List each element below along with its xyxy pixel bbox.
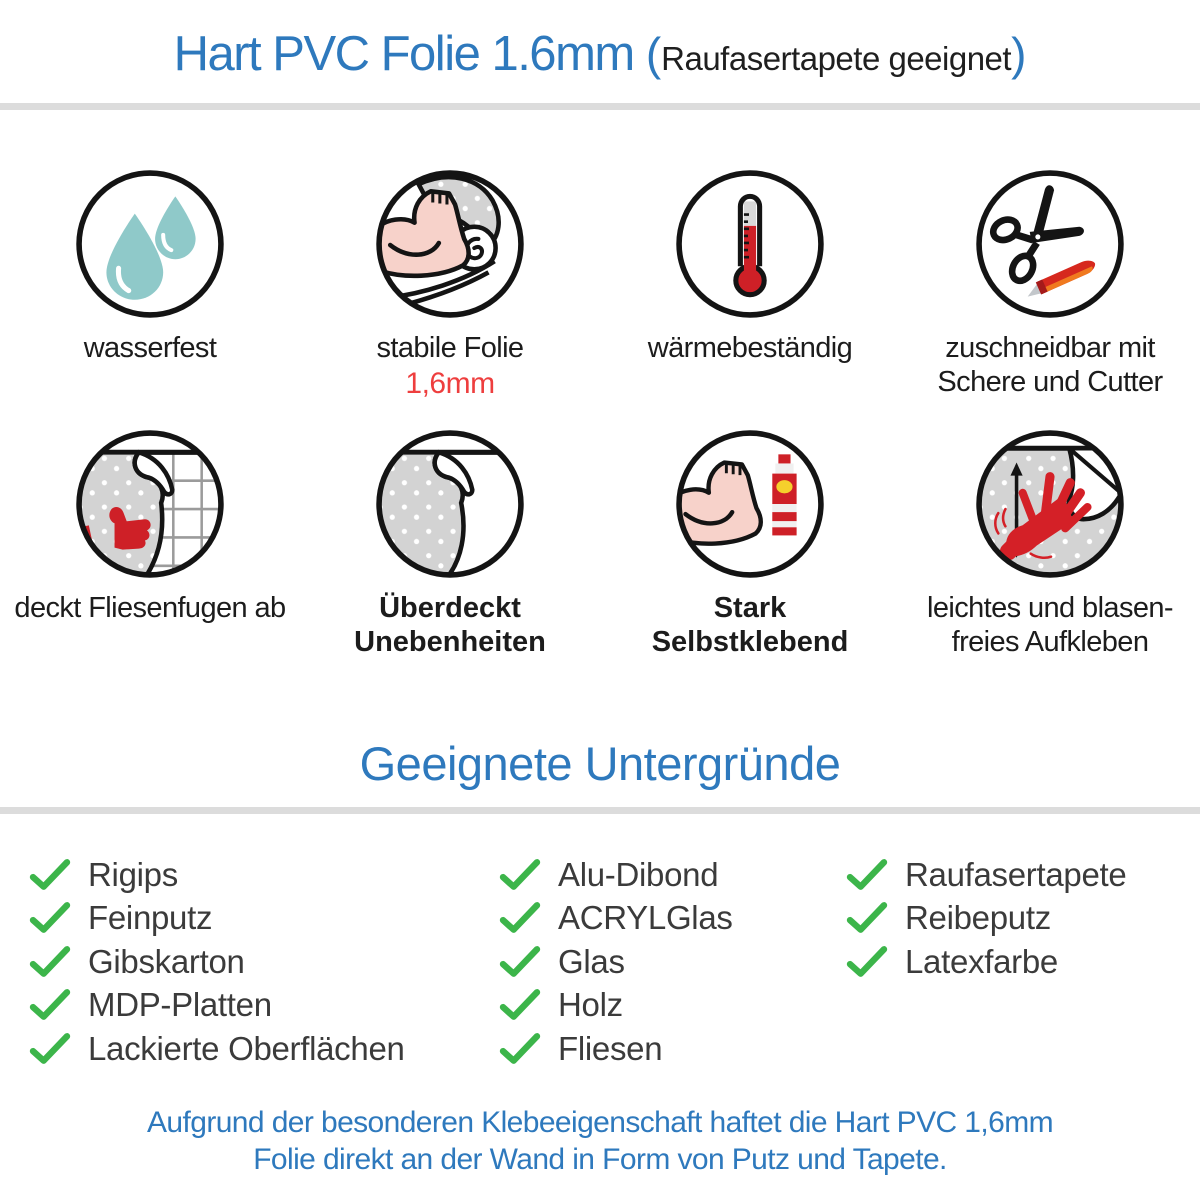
muscle-glue-tube-icon <box>600 428 900 580</box>
strong-foil-roll-icon <box>300 168 600 320</box>
feature-label: zuschneidbar mit Schere und Cutter <box>937 332 1163 398</box>
feature-label: wärmebeständig <box>647 332 853 364</box>
list-item-label: Alu-Dibond <box>558 855 719 893</box>
check-icon <box>498 901 542 935</box>
feature-label: leichtes und blasen- freies Aufkleben <box>927 592 1173 658</box>
footer-line-1: Aufgrund der besonderen Klebeeigenschaft haftet die Hart PVC 1,6mm <box>147 1106 1053 1139</box>
subsurface-column-2 <box>498 853 733 1071</box>
check-icon <box>498 1032 542 1066</box>
list-item-label: Latexfarbe <box>905 942 1058 980</box>
footer-line-2: Folie direkt an der Wand in Form von Putz und Tapete. <box>253 1143 947 1176</box>
divider-middle <box>0 807 1200 814</box>
list-item <box>28 940 405 984</box>
list-item-label: Rigips <box>88 855 178 893</box>
list-item-label: MDP-Platten <box>88 986 272 1024</box>
check-icon <box>845 901 889 935</box>
list-item-label: Reibeputz <box>905 899 1051 937</box>
subsurface-column-3 <box>845 853 1126 984</box>
list-item <box>28 853 405 897</box>
feature-stabile-folie <box>300 168 600 403</box>
list-item <box>28 1027 405 1071</box>
tile-joints-thumb-icon <box>0 428 300 580</box>
check-icon <box>498 988 542 1022</box>
list-item-label: Raufasertapete <box>905 855 1127 893</box>
feature-unebenheiten <box>300 428 600 659</box>
water-drops-icon <box>0 168 300 320</box>
list-item-label: Gibskarton <box>88 942 245 980</box>
title-paren-close: ) <box>1011 28 1027 80</box>
feature-label: wasserfest <box>83 332 217 364</box>
check-icon <box>28 858 72 892</box>
check-icon <box>498 858 542 892</box>
list-item <box>845 940 1126 984</box>
check-icon <box>28 1032 72 1066</box>
title-subtext: Raufasertapete geeignet <box>661 40 1012 77</box>
feature-wasserfest <box>0 168 300 365</box>
feature-label: Stark Selbstklebend <box>651 592 849 658</box>
scissors-cutter-icon <box>900 168 1200 320</box>
list-item <box>498 853 733 897</box>
thermometer-icon <box>600 168 900 320</box>
list-item <box>498 940 733 984</box>
title-paren-open: ( <box>645 28 662 80</box>
check-icon <box>845 858 889 892</box>
check-icon <box>28 901 72 935</box>
section-heading: Geeignete Untergründe <box>359 737 841 790</box>
thickness-highlight: 1,6mm <box>405 367 495 400</box>
subsurface-column-1 <box>28 853 405 1071</box>
title-main: Hart PVC Folie 1.6mm <box>173 27 646 81</box>
list-item <box>28 984 405 1028</box>
feature-label: deckt Fliesenfugen ab <box>14 592 286 624</box>
feature-label: stabile Folie <box>376 332 524 364</box>
list-item-label: ACRYLGlas <box>558 899 733 937</box>
feature-selbstklebend <box>600 428 900 659</box>
feature-waermebestaendig <box>600 168 900 365</box>
feature-fliesenfugen <box>0 428 300 625</box>
feature-blasenfrei <box>900 428 1200 659</box>
check-icon <box>498 945 542 979</box>
list-item-label: Glas <box>558 942 625 980</box>
check-icon <box>845 945 889 979</box>
divider-top <box>0 103 1200 110</box>
list-item <box>498 1027 733 1071</box>
hand-smoothing-icon <box>900 428 1200 580</box>
footer-note <box>0 1104 1200 1178</box>
list-item-label: Holz <box>558 986 623 1024</box>
check-icon <box>28 988 72 1022</box>
feature-zuschneidbar <box>900 168 1200 399</box>
list-item-label: Feinputz <box>88 899 213 937</box>
list-item <box>28 897 405 941</box>
covers-unevenness-icon <box>300 428 600 580</box>
page-title <box>0 26 1200 82</box>
list-item-label: Fliesen <box>558 1029 663 1067</box>
list-item <box>498 984 733 1028</box>
list-item <box>845 853 1126 897</box>
check-icon <box>28 945 72 979</box>
list-item-label: Lackierte Oberflächen <box>88 1029 405 1067</box>
feature-label: Überdeckt Unebenheiten <box>354 592 546 658</box>
list-item <box>845 897 1126 941</box>
list-item <box>498 897 733 941</box>
